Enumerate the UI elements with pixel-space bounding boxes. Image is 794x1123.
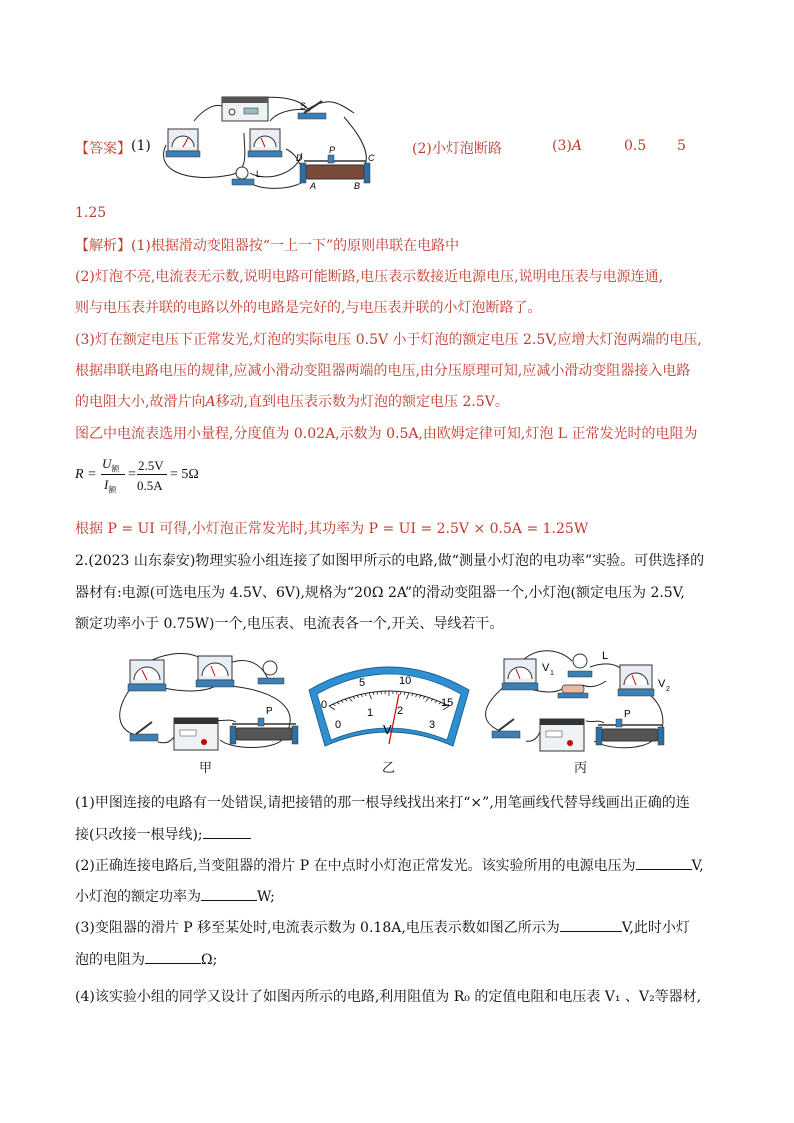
voltmeter-v1-icon xyxy=(502,659,538,690)
formula-i: $I_额$ xyxy=(104,477,117,495)
q2-sub2-line-1 xyxy=(75,855,704,875)
analysis-line-5: 根据串联电路电压的规律,应减小滑动变阻器两端的电压,由分压原理可知,应减小滑动变阻器接入电路 xyxy=(75,363,691,379)
q2-sub1-line-2 xyxy=(75,824,251,844)
formula-den: 0.5A xyxy=(137,478,163,493)
label-v2: V xyxy=(658,678,666,690)
formula-r: R xyxy=(75,467,84,482)
ammeter-icon xyxy=(128,660,166,691)
dial-bottom-1: 1 xyxy=(367,707,374,719)
q2-sub3b-text: 泡的电阻为 xyxy=(75,952,145,968)
q2-sub2-unit: V, xyxy=(691,858,704,874)
dial-top-5: 5 xyxy=(359,677,366,689)
formula-eq: = xyxy=(88,467,96,482)
rheostat-icon xyxy=(300,155,370,183)
ammeter-icon xyxy=(166,129,200,157)
dial-top-15: 15 xyxy=(441,697,454,709)
answer-value-3: 1.25 xyxy=(75,205,107,221)
q2-line-2: 器材有:电源(可选电压为 4.5V、6V),规格为“20Ω 2A”的滑动变阻器一个,小灯泡(额定电压为 2.5V, xyxy=(75,585,685,601)
rheostat-icon xyxy=(230,718,298,744)
answer-blank-5[interactable] xyxy=(145,949,201,964)
voltmeter-icon xyxy=(248,129,282,157)
formula-fraction-line-1 xyxy=(101,474,125,475)
formula-i-sub: 额 xyxy=(108,485,117,495)
label-v2-sub: 2 xyxy=(666,686,670,693)
analysis-line-8: 根据 P = UI 可得,小灯泡正常发光时,其功率为 P = UI = 2.5V × 0.5A = 1.25W xyxy=(75,521,589,537)
label-l: L xyxy=(256,169,262,179)
answer-part3 xyxy=(552,138,582,154)
rheostat-icon xyxy=(596,719,664,745)
formula-fraction-line-2 xyxy=(137,474,167,475)
analysis-line-7: 图乙中电流表选用小量程,分度值为 0.02A,示数为 0.5A,由欧姆定律可知,灯泡 L 正常发光时的电阻为 xyxy=(75,426,698,442)
answer-blank-4[interactable] xyxy=(560,917,622,932)
caption-jia: 甲 xyxy=(199,761,213,776)
answer-part3-label: (3) xyxy=(552,138,572,154)
q2-sub3-unit: V,此时小灯 xyxy=(621,920,690,936)
label-s: S xyxy=(300,101,307,111)
q2-sub4-line-1: (4)该实验小组的同学又设计了如图丙所示的电路,利用阻值为 R₀ 的定值电阻和电压表 V₁ 、V₂等器材, xyxy=(75,989,702,1005)
answer-part2: (2)小灯泡断路 xyxy=(412,141,502,157)
q2-sub3-line-1 xyxy=(75,917,690,937)
bulb-icon xyxy=(568,654,592,677)
resistor-r0-icon xyxy=(558,685,588,698)
answer-value-1: 0.5 xyxy=(624,138,647,154)
analysis-line-2: (2)灯泡不亮,电流表无示数,说明电路可能断路,电压表示数接近电源电压,说明电压表与电源连通, xyxy=(75,269,664,285)
dial-unit: V xyxy=(383,722,392,737)
dial-bottom-3: 3 xyxy=(429,719,436,731)
formula-u-sub: 额 xyxy=(111,464,120,474)
answer-blank-3[interactable] xyxy=(201,886,257,901)
formula-num: 2.5V xyxy=(138,458,164,473)
q2-sub1-line-1: (1)甲图连接的电路有一处错误,请把接错的那一根导线找出来打“×”,用笔画线代替导线画出正确的连 xyxy=(75,795,690,811)
analysis-letter-a: A xyxy=(205,394,216,410)
analysis-line-1 xyxy=(75,235,459,255)
q2-line-3: 额定功率小于 0.75W)一个,电压表、电流表各一个,开关、导线若干。 xyxy=(75,616,504,632)
dial-top-10: 10 xyxy=(399,675,412,687)
analysis-text-6b: 移动,直到电压表示数为灯泡的额定电压 2.5V。 xyxy=(215,394,509,410)
bulb-icon xyxy=(232,167,254,185)
label-p: P xyxy=(329,145,336,155)
analysis-line-3: 则与电压表并联的电路以外的电路是完好的,与电压表并联的小灯泡断路了。 xyxy=(75,300,542,316)
power-supply-icon xyxy=(174,718,218,750)
figure-yi-voltmeter-dial xyxy=(303,660,475,750)
answer-part1: (1) xyxy=(131,138,151,154)
answer-blank-1[interactable] xyxy=(203,824,251,839)
formula-eq-2: = xyxy=(128,467,136,482)
voltmeter-icon xyxy=(196,656,234,687)
analysis-line-4: (3)灯在额定电压下正常发光,灯泡的实际电压 0.5V 小于灯泡的额定电压 2.5V,应增大灯泡两端的电压, xyxy=(75,332,702,348)
q2-sub2-line-2 xyxy=(75,886,275,906)
caption-yi: 乙 xyxy=(382,761,396,776)
voltmeter-v2-icon xyxy=(618,665,654,696)
bulb-icon xyxy=(258,661,284,684)
dial-bottom-0: 0 xyxy=(335,719,342,731)
analysis-line-6 xyxy=(75,391,509,411)
label-v1-sub: 1 xyxy=(550,670,554,677)
q2-sub2b-unit: W; xyxy=(257,889,275,905)
q2-sub1-text: 接(只改接一根导线); xyxy=(75,827,203,843)
answer-value-2: 5 xyxy=(677,138,686,154)
q2-sub3b-unit: Ω; xyxy=(201,952,218,968)
caption-bing: 丙 xyxy=(574,761,588,776)
switch-icon xyxy=(130,722,158,741)
power-supply-icon xyxy=(222,97,268,121)
dial-bottom-2: 2 xyxy=(397,705,404,717)
label-l-bing: L xyxy=(602,650,609,662)
q2-sub2-text: (2)正确连接电路后,当变阻器的滑片 P 在中点时小灯泡正常发光。该实验所用的电源电压为 xyxy=(75,858,636,874)
figure-bing-circuit xyxy=(482,645,672,760)
answer-tag: 【答案】 xyxy=(75,141,131,157)
analysis-text-1: (1)根据滑动变阻器按“一上一下”的原则串联在电路中 xyxy=(131,238,460,254)
bing-label-p: P xyxy=(624,709,631,720)
answer-part3-letter: A xyxy=(571,138,582,154)
label-c: C xyxy=(368,153,375,163)
label-d: D xyxy=(296,153,303,163)
q2-sub3-text: (3)变阻器的滑片 P 移至某处时,电流表示数为 0.18A,电压表示数如图乙所示为 xyxy=(75,920,560,936)
formula-result: = 5Ω xyxy=(170,467,199,482)
analysis-tag: 【解析】 xyxy=(75,238,131,254)
label-b: B xyxy=(354,181,361,191)
figure-jia-circuit xyxy=(112,650,302,760)
q2-sub2b-text: 小灯泡的额定功率为 xyxy=(75,889,201,905)
jia-label-p: P xyxy=(266,706,273,717)
formula-u: $U_额$ xyxy=(102,456,120,474)
power-supply-icon xyxy=(540,719,584,751)
label-a: A xyxy=(310,181,317,191)
answer-circuit-figure xyxy=(158,93,380,193)
label-v1: V xyxy=(542,662,550,674)
q2-sub3-line-2 xyxy=(75,949,217,969)
dial-top-0: 0 xyxy=(321,699,328,711)
q2-line-1: 2.(2023 山东泰安)物理实验小组连接了如图甲所示的电路,做“测量小灯泡的电功率”实验。可供选择的 xyxy=(75,553,705,569)
answer-blank-2[interactable] xyxy=(636,855,692,870)
analysis-text-6a: 的电阻大小,故滑片向 xyxy=(75,394,206,410)
